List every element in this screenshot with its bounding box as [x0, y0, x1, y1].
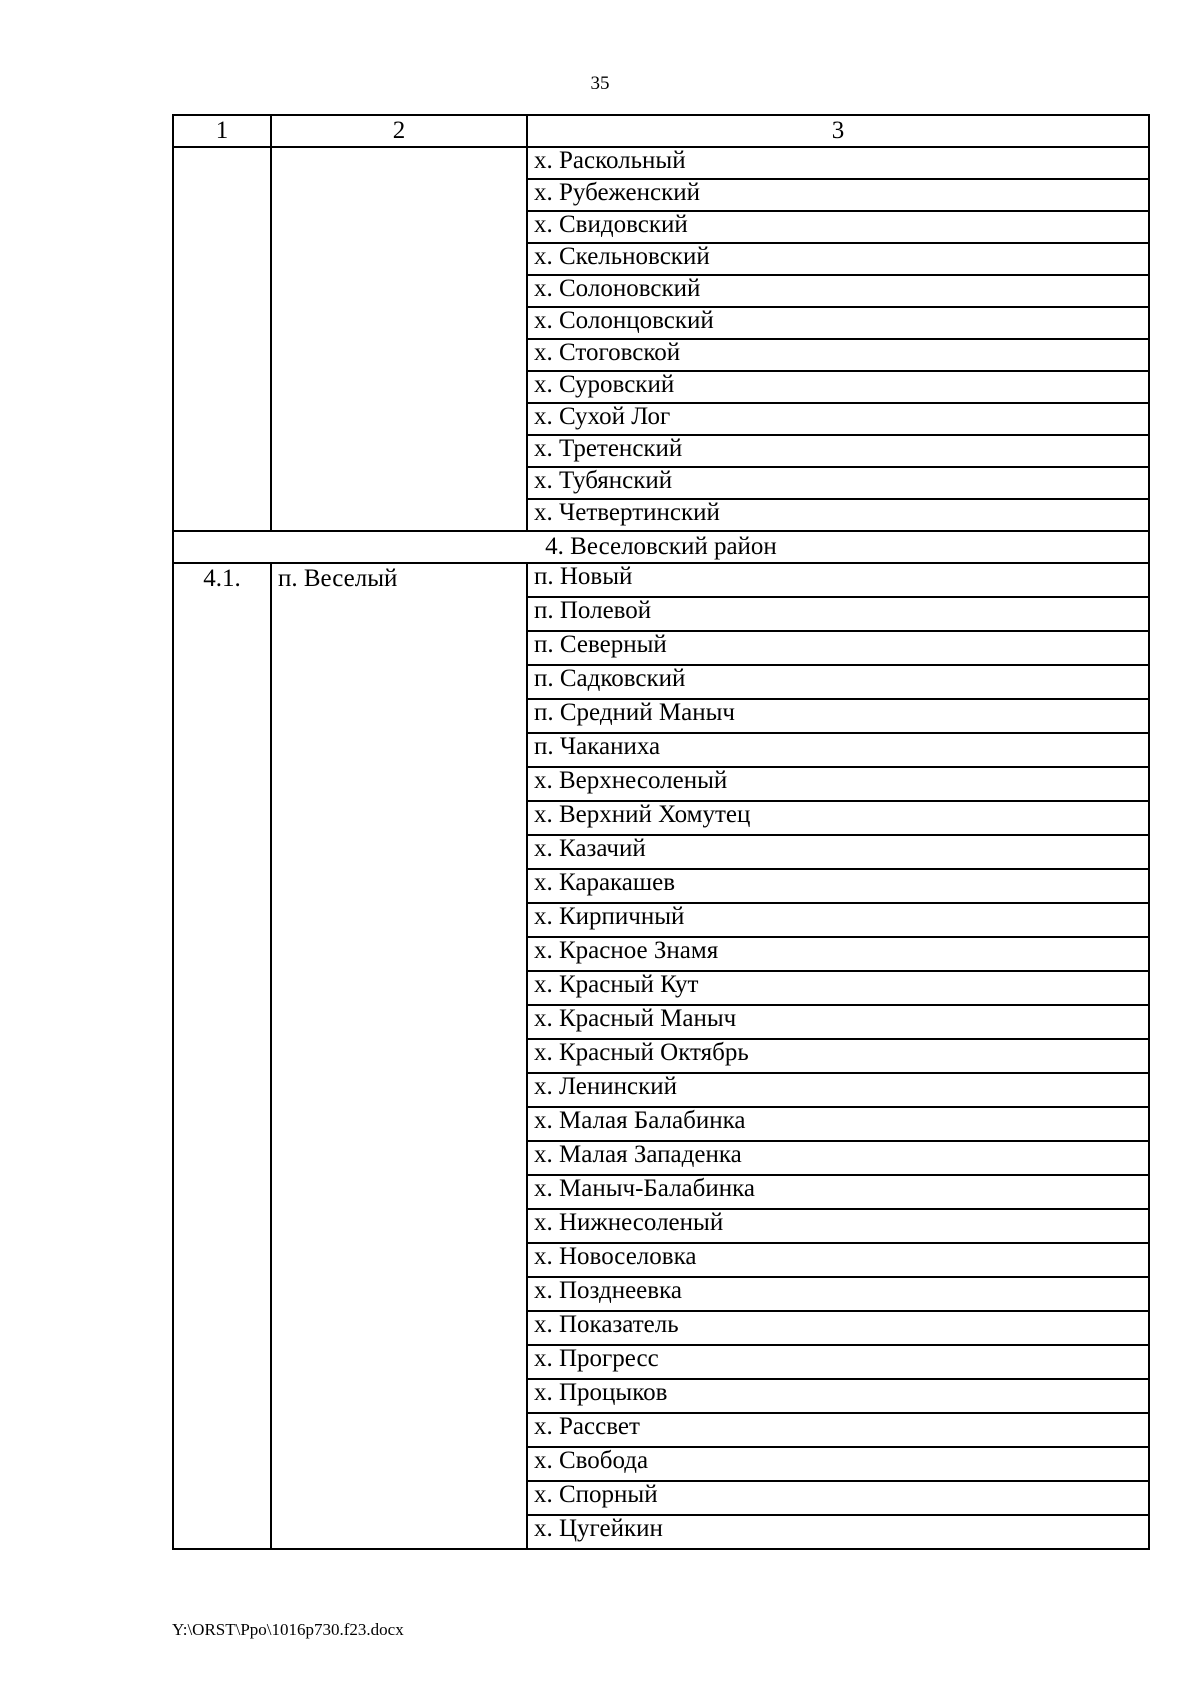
settlement-cell: х. Каракашев	[527, 869, 1149, 903]
settlement-cell: х. Верхнесоленый	[527, 767, 1149, 801]
settlement-cell: х. Солоновский	[527, 275, 1149, 307]
settlement-cell: х. Свидовский	[527, 211, 1149, 243]
settlement-cell: п. Средний Маныч	[527, 699, 1149, 733]
settlement-cell: х. Солонцовский	[527, 307, 1149, 339]
settlement-cell: х. Раскольный	[527, 147, 1149, 179]
file-path-footer: Y:\ORST\Ppo\1016p730.f23.docx	[172, 1620, 404, 1639]
row-number-cell: 4.1.	[173, 563, 271, 1549]
settlement-cell: х. Ленинский	[527, 1073, 1149, 1107]
table-row	[173, 147, 1149, 179]
settlement-cell: х. Казачий	[527, 835, 1149, 869]
settlement-cell: х. Рассвет	[527, 1413, 1149, 1447]
settlement-cell: п. Новый	[527, 563, 1149, 597]
header-cell-2: 2	[271, 115, 527, 147]
center-settlement-cell: п. Веселый	[271, 563, 527, 1549]
settlement-cell: х. Скельновский	[527, 243, 1149, 275]
settlement-cell: х. Тубянский	[527, 467, 1149, 499]
settlement-cell: х. Красное Знамя	[527, 937, 1149, 971]
table-header-row	[173, 115, 1149, 147]
settlement-cell: х. Красный Октябрь	[527, 1039, 1149, 1073]
settlement-cell: х. Позднеевка	[527, 1277, 1149, 1311]
header-cell-1: 1	[173, 115, 271, 147]
header-cell-3: 3	[527, 115, 1149, 147]
settlement-cell: х. Суровский	[527, 371, 1149, 403]
settlement-cell: х. Спорный	[527, 1481, 1149, 1515]
settlement-cell: х. Нижнесоленый	[527, 1209, 1149, 1243]
settlement-cell: п. Полевой	[527, 597, 1149, 631]
settlement-cell: х. Показатель	[527, 1311, 1149, 1345]
settlement-cell: х. Свобода	[527, 1447, 1149, 1481]
page-number: 35	[590, 73, 610, 94]
settlement-cell: х. Малая Балабинка	[527, 1107, 1149, 1141]
settlement-cell: х. Малая Западенка	[527, 1141, 1149, 1175]
settlements-table	[172, 114, 1150, 1550]
settlement-cell: х. Кирпичный	[527, 903, 1149, 937]
settlement-cell: х. Маныч-Балабинка	[527, 1175, 1149, 1209]
district-row	[173, 531, 1149, 563]
settlement-cell: х. Стоговской	[527, 339, 1149, 371]
settlement-cell: х. Процыков	[527, 1379, 1149, 1413]
table-row	[173, 563, 1149, 597]
district-heading: 4. Веселовский район	[173, 531, 1149, 563]
settlement-cell: х. Цугейкин	[527, 1515, 1149, 1549]
settlement-cell: х. Верхний Хомутец	[527, 801, 1149, 835]
settlement-cell: х. Красный Маныч	[527, 1005, 1149, 1039]
settlement-cell: х. Красный Кут	[527, 971, 1149, 1005]
settlement-cell: х. Прогресс	[527, 1345, 1149, 1379]
settlement-cell: х. Рубеженский	[527, 179, 1149, 211]
center-settlement-cell	[271, 147, 527, 531]
settlement-cell: п. Чаканиха	[527, 733, 1149, 767]
settlement-cell: п. Садковский	[527, 665, 1149, 699]
settlement-cell: п. Северный	[527, 631, 1149, 665]
settlement-cell: х. Новоселовка	[527, 1243, 1149, 1277]
row-number-cell	[173, 147, 271, 531]
settlement-cell: х. Четвертинский	[527, 499, 1149, 531]
settlement-cell: х. Третенский	[527, 435, 1149, 467]
settlement-cell: х. Сухой Лог	[527, 403, 1149, 435]
